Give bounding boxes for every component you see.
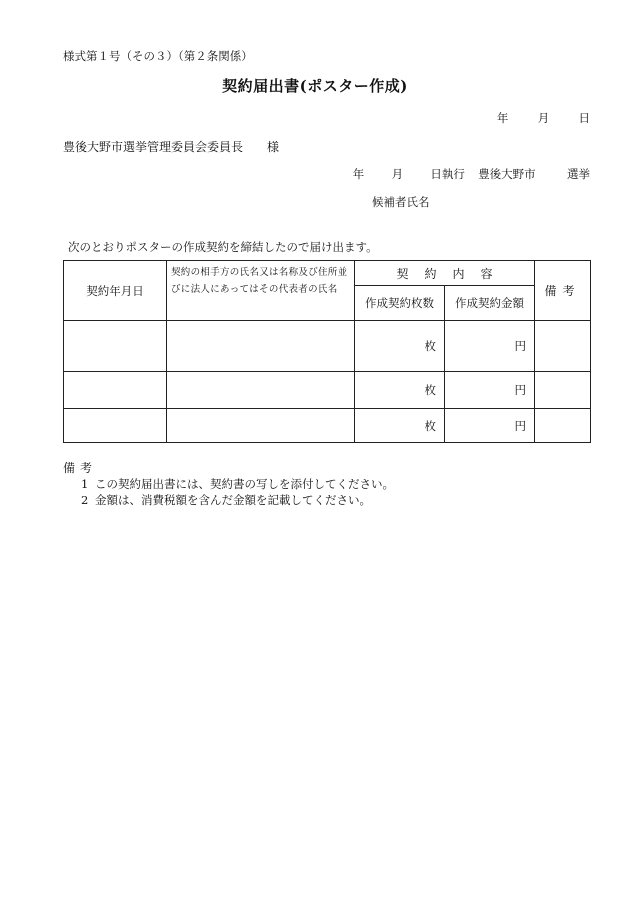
quantity-unit: 枚 bbox=[424, 339, 436, 353]
amount-unit: 円 bbox=[514, 339, 526, 353]
election-city: 豊後大野市 bbox=[478, 167, 536, 181]
header-contract-date: 契約年月日 bbox=[64, 261, 167, 321]
date-year: 年 bbox=[496, 111, 509, 125]
header-contract-party: 契約の相手方の氏名又は名称及び住所並びに法人にあってはその代表者の氏名 bbox=[167, 261, 355, 321]
cell-quantity[interactable] bbox=[355, 321, 445, 372]
amount-unit: 円 bbox=[514, 383, 526, 397]
remark-number: 1 bbox=[81, 477, 89, 491]
cell-amount[interactable] bbox=[445, 321, 535, 372]
header-amount: 作成契約金額 bbox=[445, 286, 535, 321]
intro-text: 次のとおりポスターの作成契約を締結したので届け出ます。 bbox=[68, 240, 378, 254]
amount-unit: 円 bbox=[514, 418, 526, 433]
cell-date[interactable] bbox=[64, 321, 167, 372]
table-row bbox=[64, 409, 591, 443]
cell-date[interactable] bbox=[64, 409, 167, 443]
cell-amount[interactable] bbox=[445, 372, 535, 409]
addressee-name: 豊後大野市選挙管理委員会委員長 bbox=[63, 140, 244, 154]
remarks-title: 備考 bbox=[63, 461, 98, 475]
submission-date bbox=[497, 110, 590, 126]
date-day: 日 bbox=[578, 111, 590, 125]
election-line bbox=[353, 166, 590, 182]
cell-quantity[interactable] bbox=[355, 409, 445, 443]
cell-notes[interactable] bbox=[535, 372, 591, 409]
election-month: 月 bbox=[391, 167, 404, 181]
remark-number: 2 bbox=[81, 493, 89, 507]
cell-party[interactable] bbox=[167, 372, 355, 409]
cell-party[interactable] bbox=[167, 321, 355, 372]
header-quantity: 作成契約枚数 bbox=[355, 286, 445, 321]
quantity-unit: 枚 bbox=[424, 383, 436, 397]
remark-text: この契約届出書には、契約書の写しを添付してください。 bbox=[95, 477, 394, 491]
cell-quantity[interactable] bbox=[355, 372, 445, 409]
addressee-honorific: 様 bbox=[267, 140, 280, 154]
table-row bbox=[64, 372, 591, 409]
remark-item bbox=[81, 476, 394, 492]
table-row bbox=[64, 321, 591, 372]
candidate-name-label: 候補者氏名 bbox=[372, 195, 430, 209]
contract-table bbox=[63, 260, 591, 443]
quantity-unit: 枚 bbox=[424, 418, 436, 433]
cell-amount[interactable] bbox=[445, 409, 535, 443]
form-number: 様式第１号（その３）（第２条関係） bbox=[63, 49, 253, 63]
header-contract-content: 契約内容 bbox=[355, 261, 535, 286]
cell-notes[interactable] bbox=[535, 409, 591, 443]
election-year: 年 bbox=[352, 167, 365, 181]
document-title: 契約届出書(ポスター作成) bbox=[222, 77, 408, 95]
election-label: 選挙 bbox=[567, 167, 590, 181]
cell-date[interactable] bbox=[64, 372, 167, 409]
date-month: 月 bbox=[537, 111, 550, 125]
remark-item bbox=[81, 492, 371, 508]
election-day-exec: 日執行 bbox=[430, 167, 465, 181]
header-notes: 備考 bbox=[535, 261, 591, 321]
cell-notes[interactable] bbox=[535, 321, 591, 372]
table-header-row-1 bbox=[64, 261, 591, 286]
remark-text: 金額は、消費税額を含んだ金額を記載してください。 bbox=[95, 493, 371, 507]
cell-party[interactable] bbox=[167, 409, 355, 443]
addressee bbox=[63, 138, 279, 155]
